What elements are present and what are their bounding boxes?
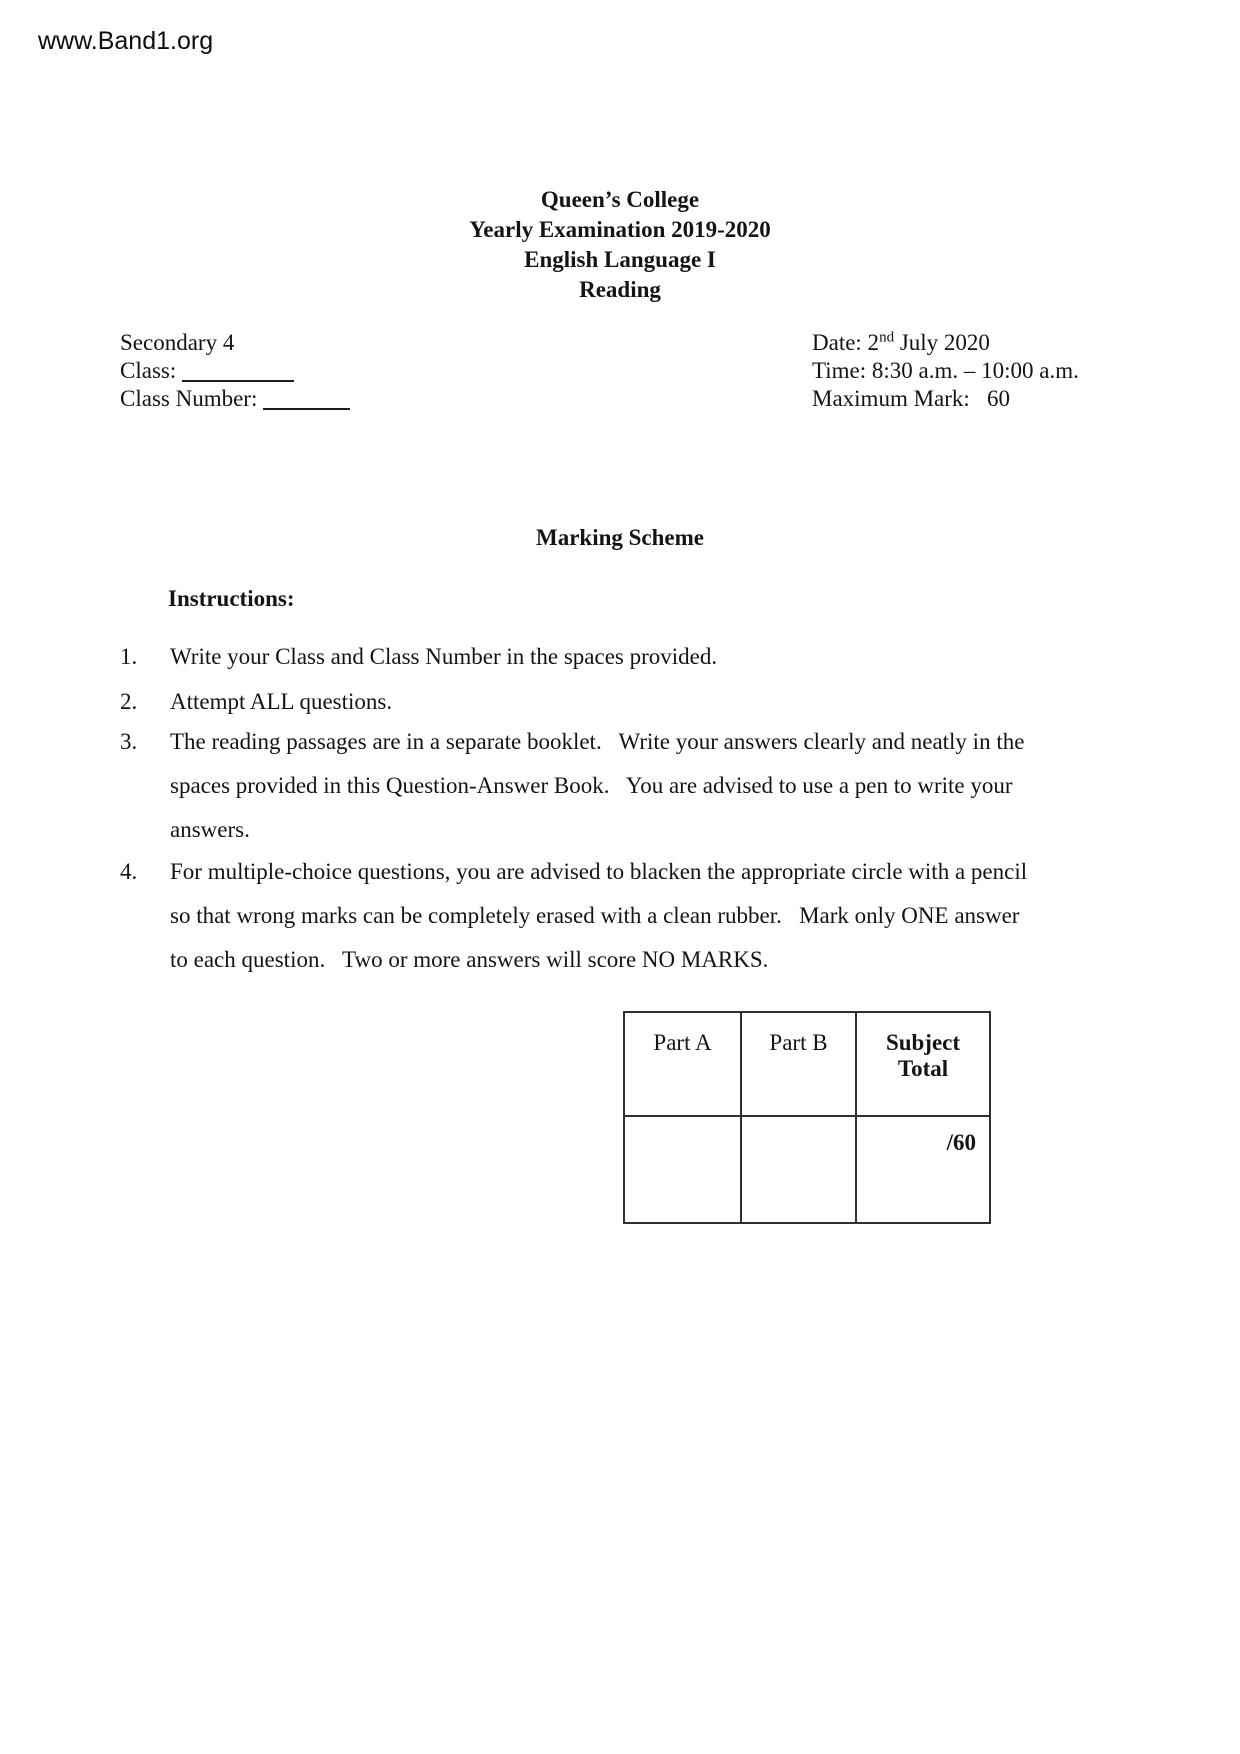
part-a-score-cell	[624, 1116, 741, 1223]
score-table	[623, 1011, 991, 1224]
subject-total-header-cell	[856, 1012, 990, 1116]
date-rest: July 2020	[894, 330, 990, 355]
class-number-blank-line	[263, 388, 350, 410]
subject-total-line: Subject	[885, 1030, 961, 1055]
score-table-header-row	[624, 1012, 990, 1116]
class-label: Class:	[120, 358, 177, 383]
instruction-line: Attempt ALL questions.	[170, 689, 393, 714]
part-b-score-cell	[741, 1116, 856, 1223]
part-a-header-cell: Part A	[624, 1012, 741, 1116]
instruction-line: to each question. Two or more answers will score NO MARKS.	[170, 947, 769, 972]
school-name: Queen’s College	[540, 187, 700, 212]
exam-info-block	[812, 329, 1079, 413]
paper-name: Reading	[579, 277, 661, 302]
class-number-line	[120, 385, 350, 413]
instruction-item-1	[120, 635, 1130, 679]
instruction-number: 4.	[120, 859, 138, 884]
class-number-label: Class Number:	[120, 386, 258, 411]
instruction-text	[170, 680, 1130, 724]
instruction-text	[170, 635, 1130, 679]
instruction-text	[170, 850, 1130, 982]
student-info-block	[120, 329, 350, 413]
class-blank-line	[182, 360, 294, 382]
date-prefix: Date: 2	[812, 330, 880, 355]
marking-scheme-heading: Marking Scheme	[535, 525, 704, 550]
instruction-item-4	[120, 850, 1130, 982]
instructions-heading: Instructions:	[168, 586, 295, 611]
instruction-line: answers.	[170, 817, 250, 842]
instruction-line: For multiple-choice questions, you are advised to blacken the appropriate circle with a pencil	[170, 859, 1028, 884]
time-line: Time: 8:30 a.m. – 10:00 a.m.	[812, 358, 1079, 383]
instruction-text	[170, 720, 1130, 852]
score-table-body-row	[624, 1116, 990, 1223]
date-ordinal: nd	[879, 329, 895, 346]
date-line	[812, 329, 1079, 357]
subject-name: English Language I	[524, 247, 716, 272]
exam-title-block	[120, 185, 1120, 305]
max-mark-line: Maximum Mark: 60	[812, 386, 1011, 411]
subject-total-line: Total	[897, 1056, 949, 1081]
subject-total-score-cell: /60	[856, 1116, 990, 1223]
site-watermark: www.Band1.org	[38, 27, 214, 55]
instruction-line: The reading passages are in a separate booklet. Write your answers clearly and neatly in the	[170, 729, 1025, 754]
level-line: Secondary 4	[120, 330, 235, 355]
instruction-line: spaces provided in this Question-Answer Book. You are advised to use a pen to write your	[170, 773, 1013, 798]
class-line	[120, 357, 350, 385]
instruction-number: 1.	[120, 644, 138, 669]
exam-name: Yearly Examination 2019-2020	[469, 217, 771, 242]
instruction-line: so that wrong marks can be completely erased with a clean rubber. Mark only ONE answer	[170, 903, 1020, 928]
instruction-number: 3.	[120, 729, 138, 754]
instruction-number: 2.	[120, 689, 138, 714]
instruction-item-3	[120, 720, 1130, 852]
part-b-header-cell: Part B	[741, 1012, 856, 1116]
instruction-item-2	[120, 680, 1130, 724]
instruction-line: Write your Class and Class Number in the spaces provided.	[170, 644, 718, 669]
